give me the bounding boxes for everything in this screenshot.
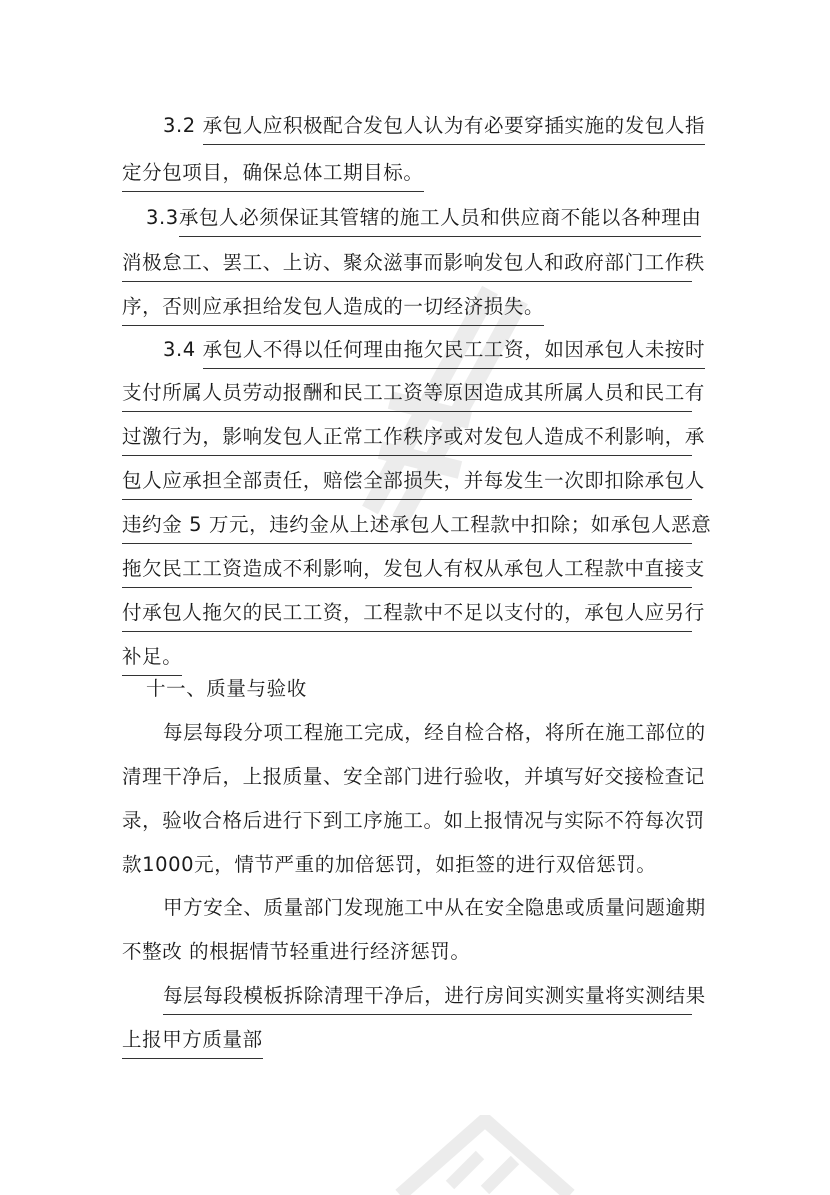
- clause-3-4-line-1: 3.4 承包人不得以任何理由拖欠民工工资，如因承包人未按时: [163, 330, 733, 370]
- clause-3-4-line-8: 补足。: [122, 637, 692, 677]
- clause-3-3-line-2: 消极怠工、罢工、上访、聚众滋事而影响发包人和政府部门工作秩: [122, 243, 692, 283]
- clause-3-4-line-4: 包人应承担全部责任，赔偿全部损失，并每发生一次即扣除承包人: [122, 461, 692, 501]
- quality-para-2-line-2: 不整改 的根据情节轻重进行经济惩罚。: [122, 940, 471, 963]
- section-heading-quality: 十一、质量与验收: [146, 677, 307, 700]
- clause-3-2-line-2: 定分包项目，确保总体工期目标。: [122, 153, 692, 193]
- clause-3-3-line-1: 3.3承包人必须保证其管辖的施工人员和供应商不能以各种理由: [146, 198, 716, 238]
- quality-para-1-line-3: 录，验收合格后进行下到工序施工。如上报情况与实际不符每次罚: [122, 809, 705, 832]
- quality-para-2-line-1: 甲方安全、质量部门发现施工中从在安全隐患或质量问题逾期: [163, 896, 706, 919]
- quality-para-1-line-2: 清理干净后，上报质量、安全部门进行验收，并填写好交接检查记: [122, 765, 705, 788]
- quality-para-3-line-2: 上报甲方质量部: [122, 1020, 692, 1060]
- quality-para-1-line-1: 每层每段分项工程施工完成，经自检合格，将所在施工部位的: [163, 721, 706, 744]
- clause-3-4-line-2: 支付所属人员劳动报酬和民工工资等原因造成其所属人员和民工有: [122, 373, 692, 413]
- clause-3-4-line-7: 付承包人拖欠的民工工资，工程款中不足以支付的，承包人应另行: [122, 593, 692, 633]
- clause-3-4-line-6: 拖欠民工工资造成不利影响，发包人有权从承包人工程款中直接支: [122, 549, 692, 589]
- clause-3-4-line-5: 违约金 5 万元，违约金从上述承包人工程款中扣除；如承包人恶意: [122, 505, 692, 545]
- quality-para-1-line-4: 款1000元，情节严重的加倍惩罚，如拒签的进行双倍惩罚。: [122, 853, 657, 876]
- clause-3-2-line-1: 3.2 承包人应积极配合发包人认为有必要穿插实施的发包人指: [163, 106, 733, 146]
- watermark-diamond-icon: [390, 1115, 580, 1195]
- quality-para-3-line-1: 每层每段模板拆除清理干净后，进行房间实测实量将实测结果: [163, 976, 733, 1016]
- clause-3-4-line-3: 过激行为，影响发包人正常工作秩序或对发包人造成不利影响，承: [122, 417, 692, 457]
- clause-3-3-line-3: 序，否则应承担给发包人造成的一切经济损失。: [122, 287, 692, 327]
